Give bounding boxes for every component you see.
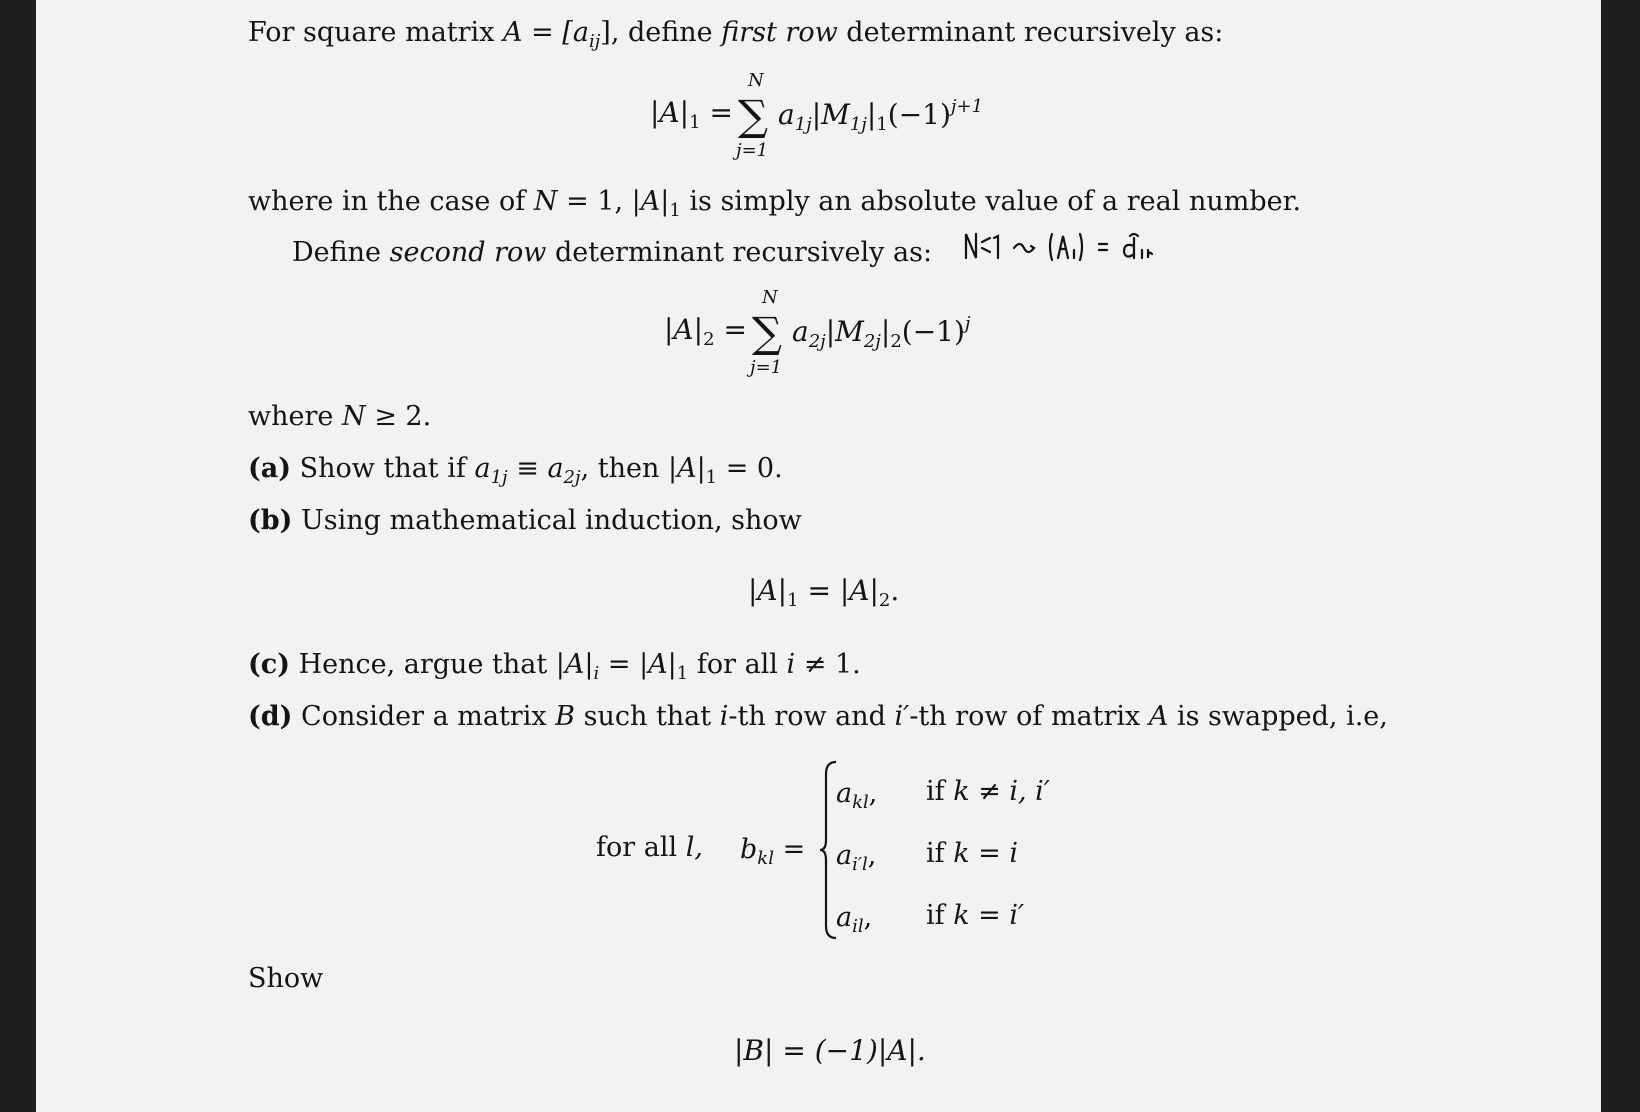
case-1-value: $a_{kl}$, [836,778,878,813]
where-line-2: where N ≥ 2. [248,401,432,432]
eq1-body: $a_{1j}|M_{1j}|_1(-1)^{j+1}$ [778,96,984,135]
case-3-condition: if k = i′ [926,900,1025,931]
matrix-def-sub: ij [588,31,601,52]
intro-text-3: determinant recursively as: [846,17,1224,48]
where-line-1: where in the case of N = 1, $|A|_1$ is simply an absolute value of a real number. [248,186,1302,221]
part-d: (d) Consider a matrix B such that i-th row and i′-th row of matrix A is swapped, i.e, [248,701,1388,732]
part-c: (c) Hence, argue that $|A|_i = |A|_1$ for all i ≠ 1. [248,649,861,684]
bkl-lhs: $b_{kl}$ = [740,834,806,869]
eq2-body: $a_{2j}|M_{2j}|_2(-1)^j$ [792,313,971,352]
final-equation: |B| = (−1)|A|. [734,1034,926,1067]
intro-line [248,16,1223,59]
case-1-condition: if k ≠ i, i′ [926,776,1050,807]
sum-symbol: ∑ [738,91,768,140]
for-all-l: for all l, [596,832,703,863]
part-c-label: (c) [248,649,290,680]
part-a: (a) Show that if $a_{1j} \equiv a_{2j}$, then $|A|_1 = 0$. [248,453,783,488]
eq1-upper-limit: N [748,70,764,91]
matrix-def: A = [a [503,17,589,48]
sum-symbol-2: ∑ [752,308,782,357]
document-page [36,0,1601,1112]
part-b-label: (b) [248,505,293,536]
handwritten-sketch [962,228,1162,270]
part-b-equation: $|A|_1 = |A|_2$. [748,574,900,611]
show-label: Show [248,963,324,994]
eq1-lower-limit: j=1 [736,140,769,161]
eq1-lhs: $|A|_1$ = [650,96,733,133]
eq2-lower-limit: j=1 [750,357,783,378]
handwritten-annotation [962,228,1162,274]
case-3-value: $a_{il}$, [836,902,873,937]
part-b: (b) Using mathematical induction, show [248,505,802,536]
second-row-line: Define second row determinant recursively as: [292,237,933,268]
intro-text-2: ], define [600,17,713,48]
part-d-label: (d) [248,701,293,732]
case-2-condition: if k = i [926,838,1019,869]
eq2-upper-limit: N [762,287,778,308]
eq2-lhs: $|A|_2$ = [664,313,747,350]
part-a-label: (a) [248,453,292,484]
intro-text: For square matrix [248,17,495,48]
first-row-term: first row [721,17,838,48]
case-2-value: $a_{i'l}$, [836,840,877,875]
